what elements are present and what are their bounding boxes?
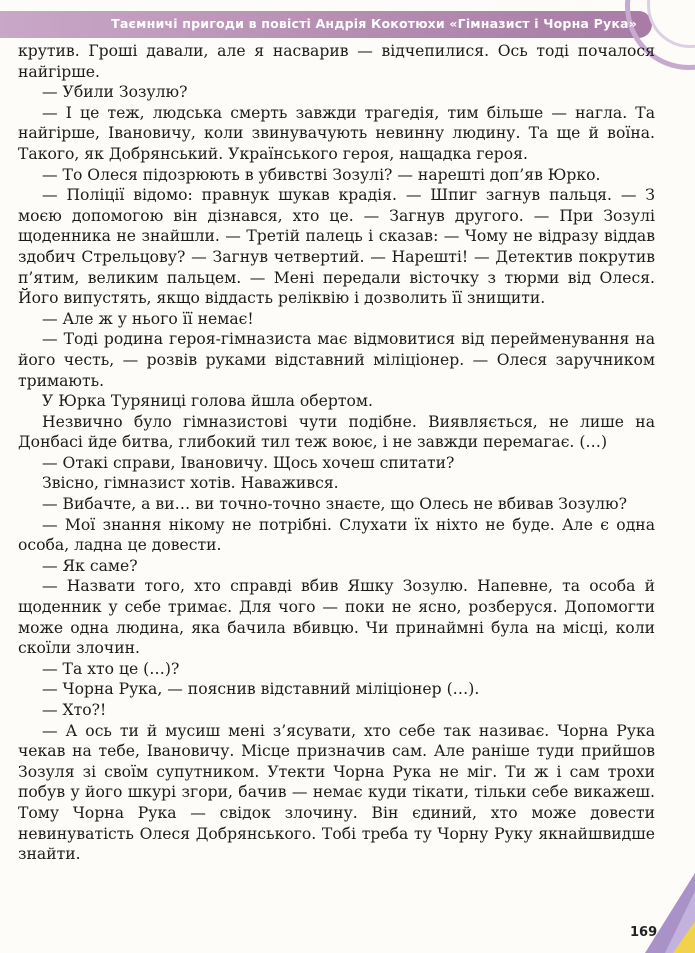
paragraph: — І це теж, людська смерть завжди трагедія, тим більше — нагла. Та найгірше, Івановичу, коли звинувачують невинну людину. Та ще й воїна. Такого, як Добрянський. Українського героя, нащадка героя.	[18, 103, 655, 163]
paragraph: — Тоді родина героя-гімназиста має відмовитися від перейменування на його честь, — розвів руками відставний міліціонер. — Олеся заручником тримають.	[18, 330, 655, 390]
paragraph: — Назвати того, хто справді вбив Яшку Зозулю. Напевне, та особа й щоденник у себе тримає. Для чого — поки не ясно, розберуся. Допомогти може одна людина, яка бачила вбивцю. Чи принаймні була на місці, коли скоїли злочин.	[18, 577, 655, 658]
paragraph: — Поліції відомо: правнук шукав крадія. — Шпиг загнув пальця. — З моєю допомогою він дізнався, хто це. — Загнув другого. — При Зозулі щоденника не знайшли. — Третій палець і сказав: — Чому не відразу віддав здобич Стрельцову? — Загнув четвертий. — Нарешті! — Детектив покрутив п’ятим, великим пальцем. — Мені передали вісточку з тюрми від Олеся. Його випустять, якщо віддасть реліквію і дозволить її знищити.	[18, 186, 655, 308]
paragraph: — Вибачте, а ви… ви точно-точно знаєте, що Олесь не вбивав Зозулю?	[42, 495, 627, 514]
paragraph: — Та хто це (…)?	[42, 659, 180, 678]
paragraph: У Юрка Туряниці голова йшла обертом.	[42, 392, 373, 411]
paragraph: — Але ж у нього її немає!	[42, 309, 254, 328]
paragraph: — Отакі справи, Івановичу. Щось хочеш спитати?	[42, 453, 455, 472]
paragraph: — А ось ти й мусиш мені з’ясувати, хто себе так називає. Чорна Рука чекав на тебе, Івановичу. Місце призначив сам. Але раніше туди прийшов Зозуля зі своїм супутником. Утекти Чорна Рука не міг. Ти ж і сам трохи побув у його шкурі згори, бачив — немає куди тікати, тільки себе викажеш. Тому Чорна Рука — свідок злочину. Він єдиний, хто може довести невинуватість Олеся Добрянського. Тобі треба ту Чорну Руку якнайшвидше знайти.	[18, 721, 655, 864]
page-number: 169	[630, 925, 658, 940]
paragraph: — Чорна Рука, — пояснив відставний міліціонер (…).	[42, 680, 480, 699]
corner-decoration-triangles	[635, 873, 695, 953]
paragraph: Незвично було гімназистові чути подібне. Виявляється, не лише на Донбасі йде битва, глибокий тил теж воює, і не завжди перемагає. (…)	[18, 412, 655, 452]
paragraph: — Як саме?	[42, 556, 138, 575]
paragraph: крутив. Гроші давали, але я насварив — відчепилися. Ось тоді почалося найгірше.	[18, 42, 655, 81]
running-header-title: Таємничі пригоди в повісті Андрія Кокотюхи «Гімназист і Чорна Рука»	[111, 16, 637, 31]
paragraph: — Убили Зозулю?	[42, 83, 188, 102]
paragraph: Звісно, гімназист хотів. Наважився.	[42, 474, 339, 493]
page-body	[18, 41, 655, 865]
paragraph: — Мої знання нікому не потрібні. Слухати їх ніхто не буде. Але є одна особа, ладна це довести.	[18, 515, 655, 555]
paragraph: — То Олеся підозрюють в убивстві Зозулі? — нарешті доп’яв Юрко.	[42, 165, 601, 184]
paragraph: — Хто?!	[42, 701, 107, 719]
